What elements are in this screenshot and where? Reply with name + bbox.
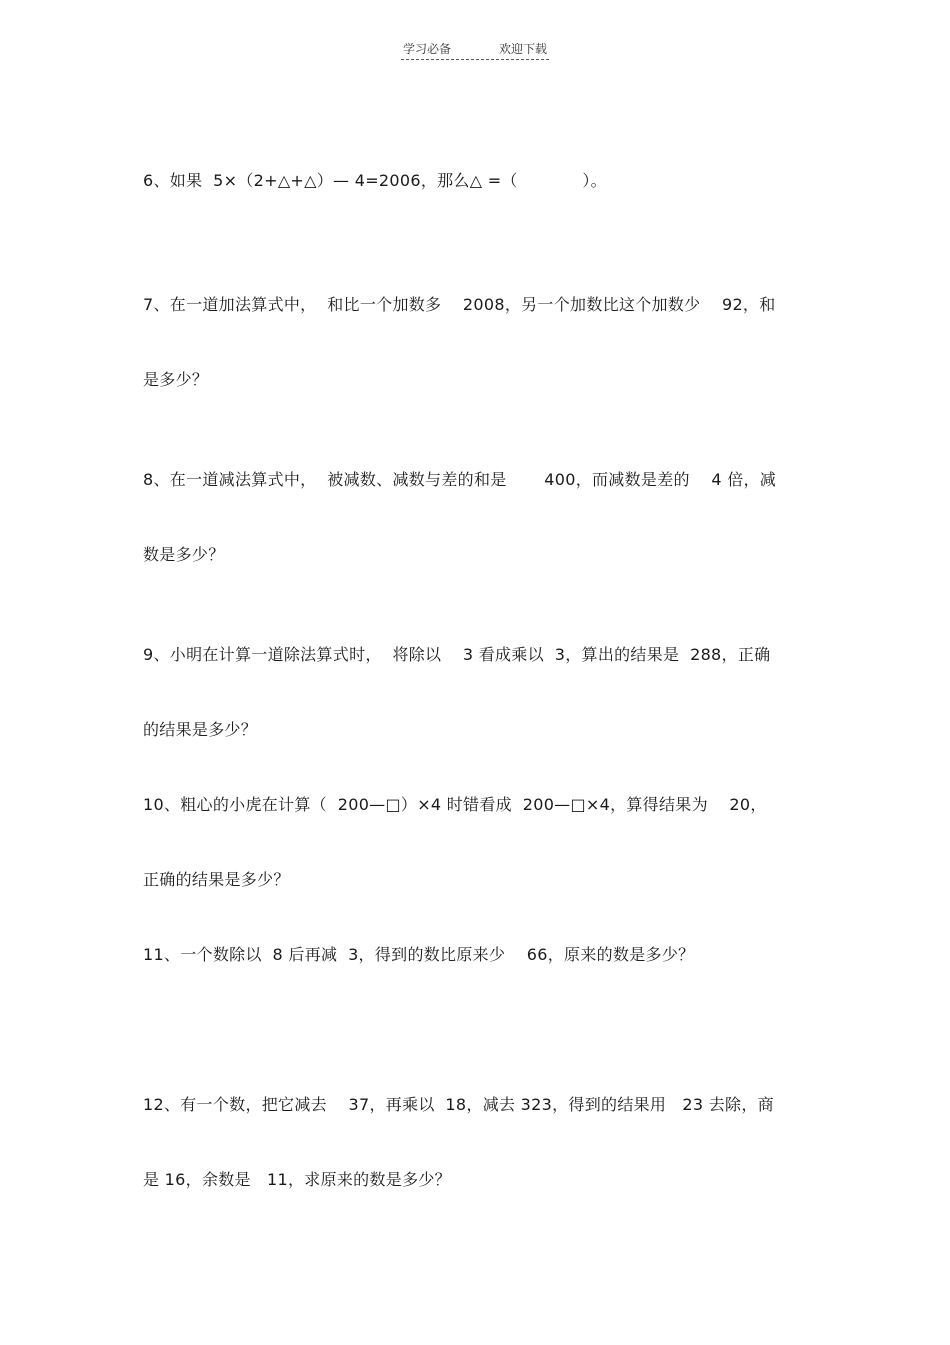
question-line: 9、小明在计算一道除法算式时， 将除以 3 看成乘以 3，算出的结果是 288，正确 [143, 645, 771, 664]
question-8 [143, 417, 808, 592]
question-line: 正确的结果是多少？ [143, 870, 290, 889]
question-line: 的结果是多少？ [143, 720, 258, 739]
page-header [0, 40, 950, 60]
question-line: 11、一个数除以 8 后再减 3，得到的数比原来少 66，原来的数是多少？ [143, 945, 695, 964]
header-right-text: 欢迎下载 [499, 42, 548, 56]
question-9 [143, 592, 808, 767]
question-10 [143, 742, 808, 917]
question-line: 数是多少？ [143, 545, 225, 564]
question-12 [143, 1042, 808, 1217]
question-line: 是多少？ [143, 370, 209, 389]
question-7 [143, 242, 808, 417]
question-line: 8、在一道减法算式中， 被减数、减数与差的和是 400，而减数是差的 4 倍，减 [143, 470, 777, 489]
question-line: 6、如果 5×（2+△+△）— 4=2006，那么△ =（ ）。 [143, 171, 607, 190]
question-6 [143, 118, 808, 218]
question-line: 10、粗心的小虎在计算（ 200—□）×4 时错看成 200—□×4，算得结果为 20， [143, 795, 767, 814]
question-line: 12、有一个数，把它减去 37，再乘以 18，减去 323，得到的结果用 23 去除，商 [143, 1095, 774, 1114]
header-banner [401, 40, 549, 60]
question-11 [143, 892, 808, 992]
header-left-text: 学习必备 [402, 42, 451, 56]
question-line: 是 16，余数是 11，求原来的数是多少？ [143, 1170, 451, 1189]
question-line: 7、在一道加法算式中， 和比一个加数多 2008，另一个加数比这个加数少 92，和 [143, 295, 776, 314]
